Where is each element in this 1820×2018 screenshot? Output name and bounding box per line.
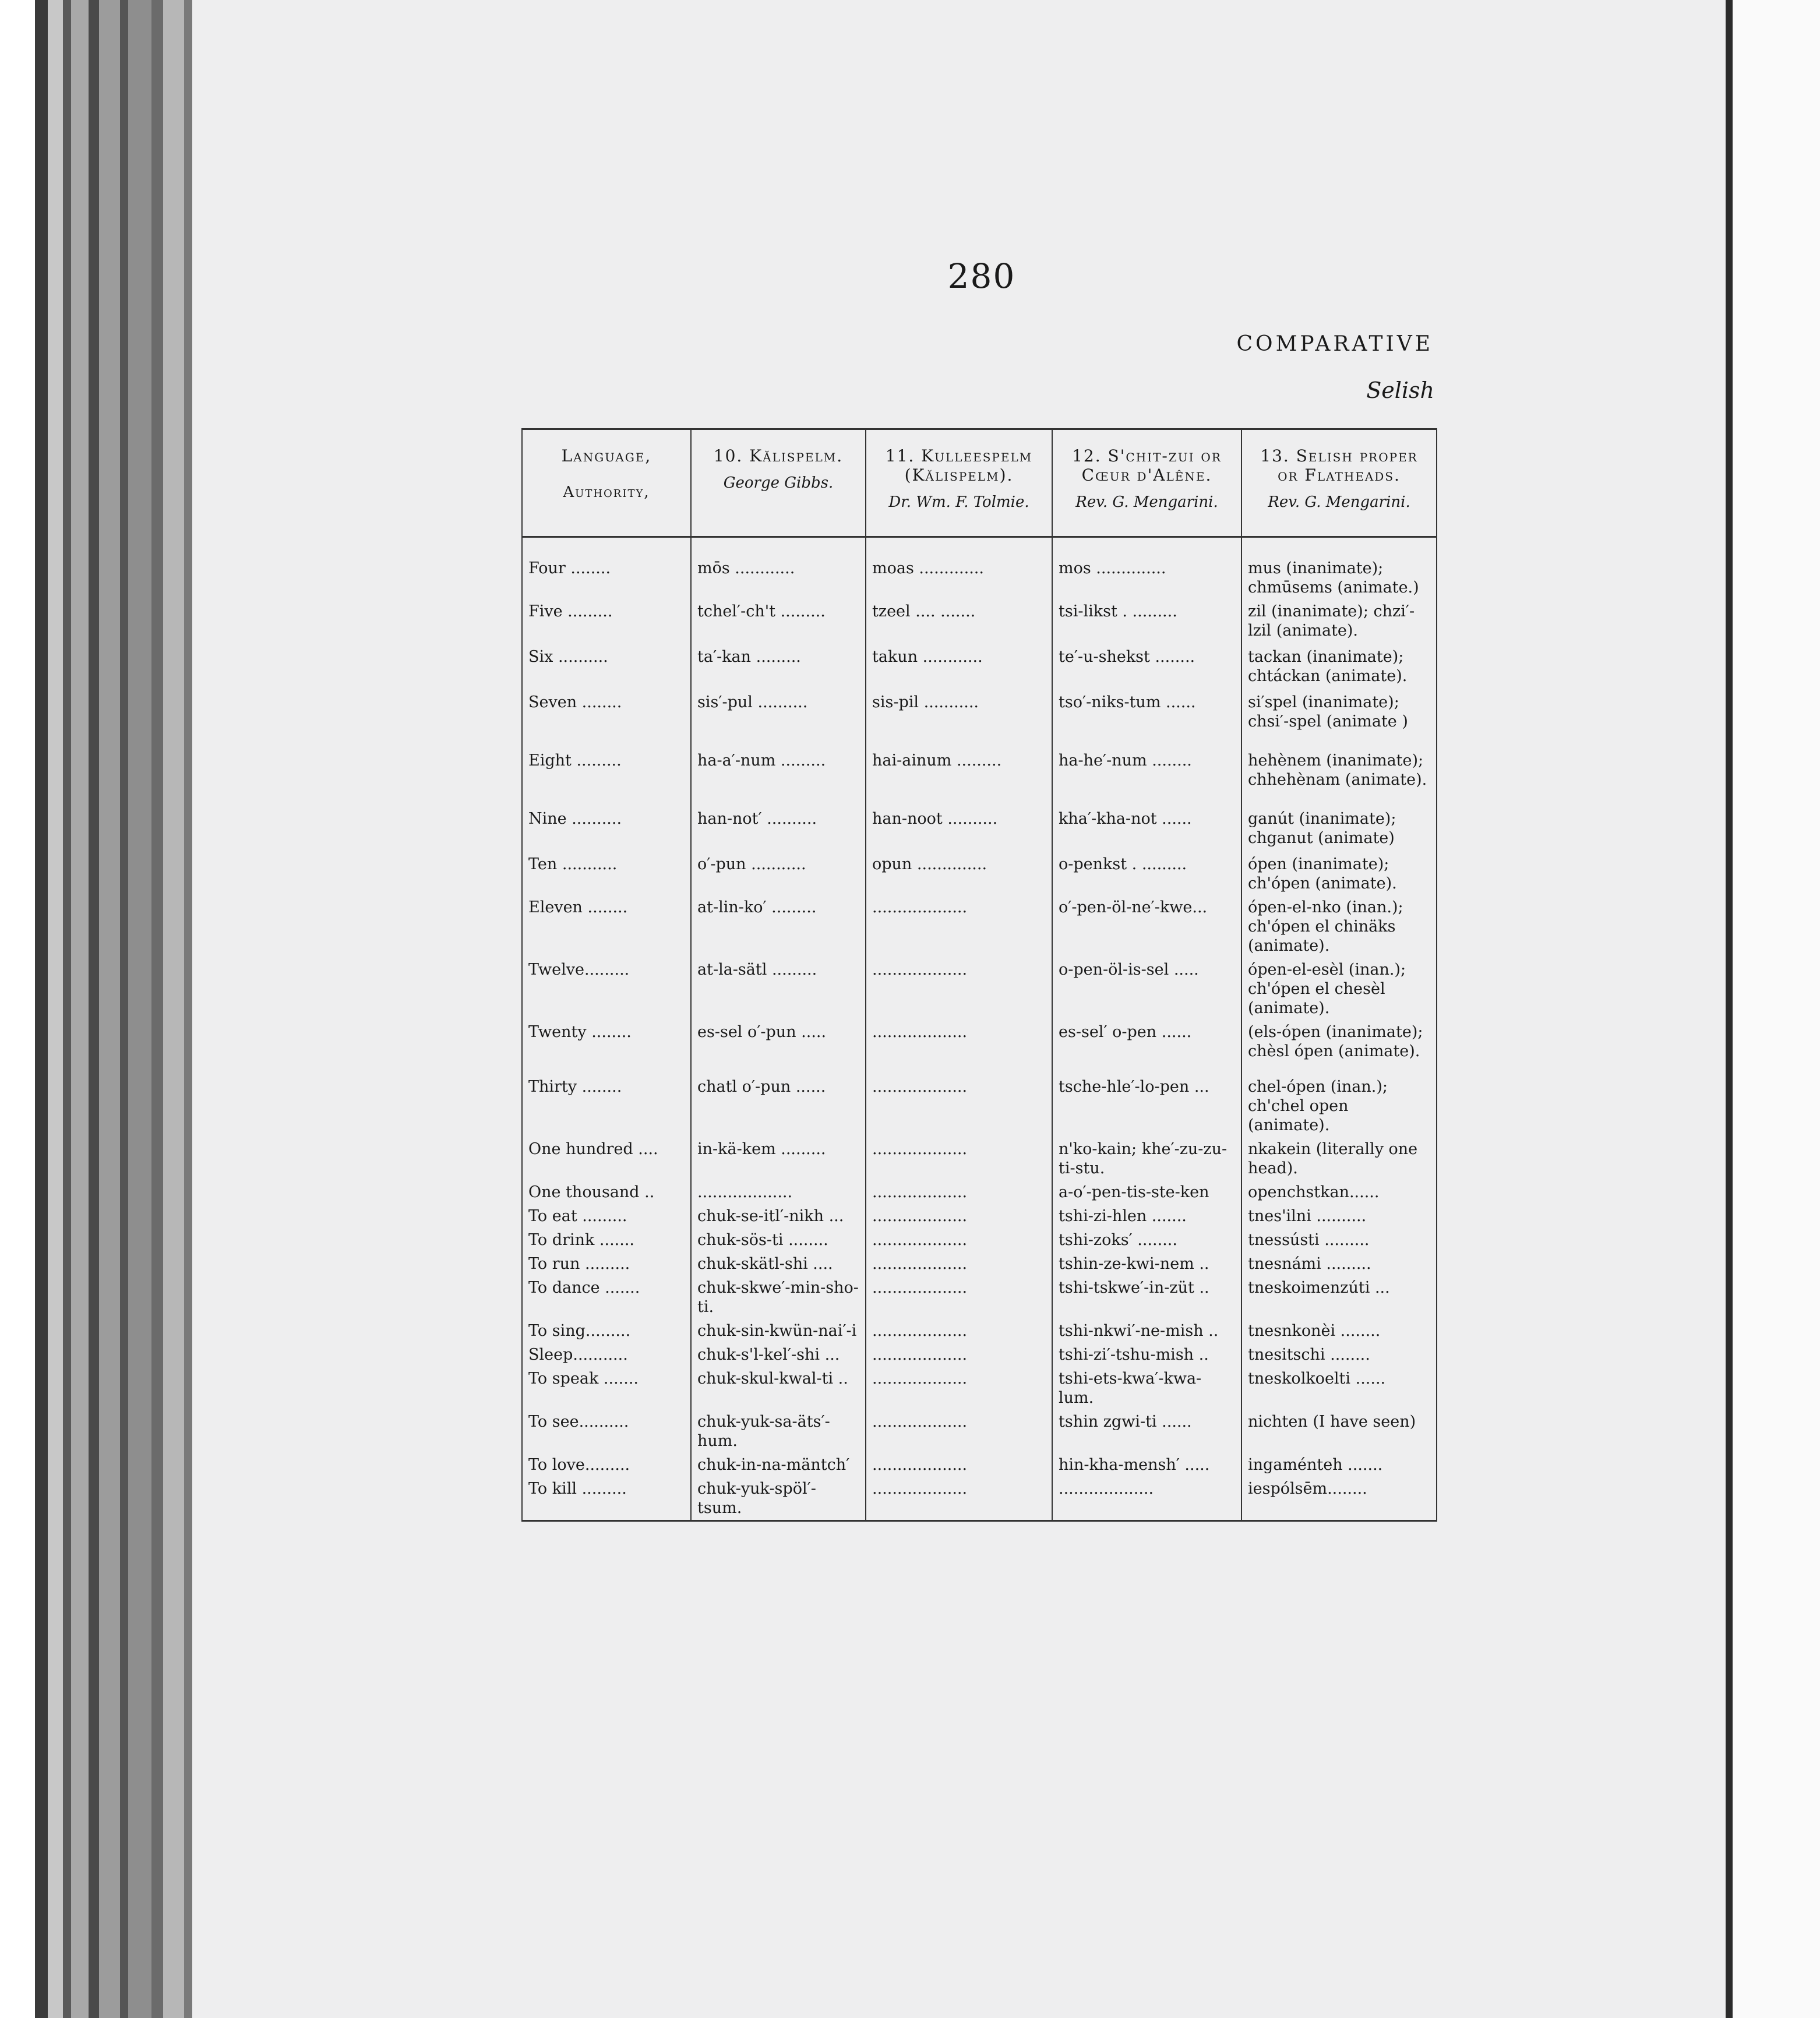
page-edge-strip (184, 0, 192, 2018)
english-word-cell: Eleven ........ (522, 895, 691, 958)
english-word-cell: Twelve......... (522, 958, 691, 1020)
kalispelm-cell: at-la-sätl ......... (691, 958, 866, 1020)
kulleespelm-cell: ................... (866, 1453, 1052, 1477)
kalispelm-cell: mōs ............ (691, 537, 866, 600)
kulleespelm-cell: ................... (866, 1204, 1052, 1228)
header-title: COMPARATIVE (1236, 332, 1433, 356)
flatheads-cell: hehènem (inanimate); chhehènam (animate). (1241, 749, 1437, 807)
flatheads-cell: ópen-el-nko (inan.); ch'ópen el chinäks (animate). (1241, 895, 1437, 958)
table-row (522, 749, 1437, 807)
page-edge-strip (151, 0, 163, 2018)
english-word-cell: To speak ....... (522, 1367, 691, 1410)
table-row (522, 537, 1437, 600)
kalispelm-cell: chuk-s'l-kel′-shi ... (691, 1343, 866, 1367)
english-word-cell: To eat ......... (522, 1204, 691, 1228)
coeur-dalene-cell: tshi-tskwe′-in-züt .. (1052, 1276, 1241, 1319)
flatheads-cell: tnesnkonèi ........ (1241, 1319, 1437, 1343)
header-cell-coeur-dalene (1052, 429, 1241, 537)
kulleespelm-cell: ................... (866, 1410, 1052, 1453)
kulleespelm-cell: opun .............. (866, 852, 1052, 895)
table-row (522, 1410, 1437, 1453)
table-row (522, 1137, 1437, 1180)
english-word-cell: To drink ....... (522, 1228, 691, 1252)
kulleespelm-cell: sis-pil ........... (866, 690, 1052, 749)
kalispelm-cell: chuk-yuk-spöl′-tsum. (691, 1477, 866, 1521)
header-language-label: Language, (561, 446, 652, 465)
flatheads-cell: ópen-el-esèl (inan.); ch'ópen el chesèl (animate). (1241, 958, 1437, 1020)
table-row (522, 1276, 1437, 1319)
flatheads-cell: chel-ópen (inan.); ch'chel open (animate). (1241, 1075, 1437, 1137)
flatheads-cell: tneskoimenzúti ... (1241, 1276, 1437, 1319)
table-row (522, 852, 1437, 895)
coeur-dalene-cell: tshi-zi′-tshu-mish .. (1052, 1343, 1241, 1367)
kalispelm-cell: sis′-pul .......... (691, 690, 866, 749)
coeur-dalene-cell: tso′-niks-tum ...... (1052, 690, 1241, 749)
table-row (522, 1228, 1437, 1252)
kalispelm-cell: in-kä-kem ......... (691, 1137, 866, 1180)
page-right-margin (1733, 0, 1820, 2018)
kulleespelm-cell: ................... (866, 1276, 1052, 1319)
coeur-dalene-cell: o′-pen-öl-ne′-kwe... (1052, 895, 1241, 958)
header-cell-flatheads (1241, 429, 1437, 537)
flatheads-cell: (els-ópen (inanimate); chèsl ópen (animate). (1241, 1020, 1437, 1075)
table-row (522, 1252, 1437, 1276)
table-row (522, 1204, 1437, 1228)
header-authority: Rev. G. Mengarini. (1268, 493, 1410, 511)
english-word-cell: Ten ........... (522, 852, 691, 895)
coeur-dalene-cell: ha-he′-num ........ (1052, 749, 1241, 807)
kulleespelm-cell: takun ............ (866, 645, 1052, 690)
english-word-cell: Six .......... (522, 645, 691, 690)
kulleespelm-cell: ................... (866, 1180, 1052, 1204)
table-row (522, 645, 1437, 690)
english-word-cell: To run ......... (522, 1252, 691, 1276)
header-subtitle: Selish (1366, 378, 1434, 403)
coeur-dalene-cell: tshi-zi-hlen ....... (1052, 1204, 1241, 1228)
coeur-dalene-cell: tshin-ze-kwi-nem .. (1052, 1252, 1241, 1276)
page-edge-strip (48, 0, 63, 2018)
english-word-cell: One thousand .. (522, 1180, 691, 1204)
header-language: 12. S'chit-zui or Cœur d'Alêne. (1072, 446, 1222, 485)
vocabulary-table (521, 428, 1437, 1522)
table-row (522, 1180, 1437, 1204)
coeur-dalene-cell: es-sel′ o-pen ...... (1052, 1020, 1241, 1075)
english-word-cell: Eight ......... (522, 749, 691, 807)
coeur-dalene-cell: tsi-likst . ......... (1052, 599, 1241, 645)
table-row (522, 958, 1437, 1020)
page-edge-strip (35, 0, 48, 2018)
page-right-border (1726, 0, 1733, 2018)
flatheads-cell: tnesitschi ........ (1241, 1343, 1437, 1367)
table-row (522, 1020, 1437, 1075)
table-body (522, 537, 1437, 1521)
page-edge-strip (63, 0, 71, 2018)
page-edge-strip (128, 0, 151, 2018)
kalispelm-cell: chatl o′-pun ...... (691, 1075, 866, 1137)
header-cell-kalispelm (691, 429, 866, 537)
header-language: 11. Kulleespelm (Kălispelm). (885, 446, 1033, 485)
kalispelm-cell: chuk-skul-kwal-ti .. (691, 1367, 866, 1410)
page-edge-strip (71, 0, 89, 2018)
table-row (522, 1453, 1437, 1477)
kulleespelm-cell: ................... (866, 1477, 1052, 1521)
header-authority: Dr. Wm. F. Tolmie. (888, 493, 1029, 511)
coeur-dalene-cell: tshi-zoks′ ........ (1052, 1228, 1241, 1252)
kalispelm-cell: chuk-skwe′-min-sho-ti. (691, 1276, 866, 1319)
header-language: 13. Selish proper or Flatheads. (1260, 446, 1418, 485)
flatheads-cell: ganút (inanimate); chganut (animate) (1241, 807, 1437, 852)
kulleespelm-cell: ................... (866, 1137, 1052, 1180)
flatheads-cell: mus (inanimate); chmūsems (animate.) (1241, 537, 1437, 600)
kalispelm-cell: o′-pun ........... (691, 852, 866, 895)
kulleespelm-cell: moas ............. (866, 537, 1052, 600)
english-word-cell: Thirty ........ (522, 1075, 691, 1137)
book-edge (0, 0, 192, 2018)
kalispelm-cell: chuk-sin-kwün-nai′-i (691, 1319, 866, 1343)
page-edge-strip (120, 0, 128, 2018)
page-edge-strip (99, 0, 120, 2018)
table-row (522, 1343, 1437, 1367)
page-number: 280 (947, 256, 1016, 296)
flatheads-cell: ópen (inanimate); ch'ópen (animate). (1241, 852, 1437, 895)
kalispelm-cell: han-not′ .......... (691, 807, 866, 852)
header-authority: Rev. G. Mengarini. (1075, 493, 1218, 511)
kalispelm-cell: ................... (691, 1180, 866, 1204)
english-word-cell: To love......... (522, 1453, 691, 1477)
header-cell-kulleespelm (866, 429, 1052, 537)
flatheads-cell: tackan (inanimate); chtáckan (animate). (1241, 645, 1437, 690)
flatheads-cell: nkakein (literally one head). (1241, 1137, 1437, 1180)
flatheads-cell: nichten (I have seen) (1241, 1410, 1437, 1453)
header-language: 10. Kălispelm. (713, 446, 844, 465)
kulleespelm-cell: hai-ainum ......... (866, 749, 1052, 807)
english-word-cell: To dance ....... (522, 1276, 691, 1319)
table-row (522, 1075, 1437, 1137)
header-cell-language (522, 429, 691, 537)
english-word-cell: Nine .......... (522, 807, 691, 852)
english-word-cell: To see.......... (522, 1410, 691, 1453)
kalispelm-cell: at-lin-ko′ ......... (691, 895, 866, 958)
kulleespelm-cell: ................... (866, 895, 1052, 958)
header-authority-label: Authority, (563, 484, 650, 501)
coeur-dalene-cell: o-pen-öl-is-sel ..... (1052, 958, 1241, 1020)
kalispelm-cell: chuk-se-itl′-nikh ... (691, 1204, 866, 1228)
flatheads-cell: tneskolkoelti ...... (1241, 1367, 1437, 1410)
english-word-cell: One hundred .... (522, 1137, 691, 1180)
english-word-cell: Sleep........... (522, 1343, 691, 1367)
english-word-cell: Seven ........ (522, 690, 691, 749)
kulleespelm-cell: ................... (866, 1020, 1052, 1075)
kalispelm-cell: chuk-sös-ti ........ (691, 1228, 866, 1252)
coeur-dalene-cell: tshi-nkwi′-ne-mish .. (1052, 1319, 1241, 1343)
flatheads-cell: si′spel (inanimate); chsi′-spel (animate ) (1241, 690, 1437, 749)
coeur-dalene-cell: n'ko-kain; khe′-zu-zu-ti-stu. (1052, 1137, 1241, 1180)
table-row (522, 1477, 1437, 1521)
coeur-dalene-cell: tsche-hle′-lo-pen ... (1052, 1075, 1241, 1137)
table-row (522, 599, 1437, 645)
coeur-dalene-cell: tshin zgwi-ti ...... (1052, 1410, 1241, 1453)
kalispelm-cell: chuk-in-na-mäntch′ (691, 1453, 866, 1477)
coeur-dalene-cell: a-o′-pen-tis-ste-ken (1052, 1180, 1241, 1204)
table-row (522, 690, 1437, 749)
english-word-cell: Five ......... (522, 599, 691, 645)
english-word-cell: To sing......... (522, 1319, 691, 1343)
english-word-cell: Twenty ........ (522, 1020, 691, 1075)
english-word-cell: To kill ......... (522, 1477, 691, 1521)
kulleespelm-cell: ................... (866, 1367, 1052, 1410)
kulleespelm-cell: ................... (866, 958, 1052, 1020)
table-row (522, 807, 1437, 852)
header-authority: George Gibbs. (723, 474, 834, 492)
kulleespelm-cell: ................... (866, 1252, 1052, 1276)
flatheads-cell: openchstkan...... (1241, 1180, 1437, 1204)
coeur-dalene-cell: tshi-ets-kwa′-kwa-lum. (1052, 1367, 1241, 1410)
kulleespelm-cell: tzeel .... ....... (866, 599, 1052, 645)
flatheads-cell: tnes'ilni .......... (1241, 1204, 1437, 1228)
kalispelm-cell: ha-a′-num ......... (691, 749, 866, 807)
table-header-row (522, 429, 1437, 537)
flatheads-cell: zil (inanimate); chzi′-lzil (animate). (1241, 599, 1437, 645)
kulleespelm-cell: han-noot .......... (866, 807, 1052, 852)
kalispelm-cell: chuk-yuk-sa-äts′-hum. (691, 1410, 866, 1453)
coeur-dalene-cell: kha′-kha-not ...... (1052, 807, 1241, 852)
table-row (522, 895, 1437, 958)
kalispelm-cell: chuk-skätl-shi .... (691, 1252, 866, 1276)
table-row (522, 1367, 1437, 1410)
flatheads-cell: ingaménteh ....... (1241, 1453, 1437, 1477)
table-row (522, 1319, 1437, 1343)
kulleespelm-cell: ................... (866, 1075, 1052, 1137)
flatheads-cell: iespólsēm........ (1241, 1477, 1437, 1521)
kulleespelm-cell: ................... (866, 1343, 1052, 1367)
english-word-cell: Four ........ (522, 537, 691, 600)
coeur-dalene-cell: mos .............. (1052, 537, 1241, 600)
coeur-dalene-cell: o-penkst . ......... (1052, 852, 1241, 895)
kulleespelm-cell: ................... (866, 1228, 1052, 1252)
page-edge-strip (89, 0, 99, 2018)
coeur-dalene-cell: ................... (1052, 1477, 1241, 1521)
flatheads-cell: tnesnámi ......... (1241, 1252, 1437, 1276)
coeur-dalene-cell: te′-u-shekst ........ (1052, 645, 1241, 690)
kalispelm-cell: ta′-kan ......... (691, 645, 866, 690)
kalispelm-cell: tchel′-ch't ......... (691, 599, 866, 645)
kulleespelm-cell: ................... (866, 1319, 1052, 1343)
coeur-dalene-cell: hin-kha-mensh′ ..... (1052, 1453, 1241, 1477)
page-edge-strip (163, 0, 184, 2018)
kalispelm-cell: es-sel o′-pun ..... (691, 1020, 866, 1075)
flatheads-cell: tnessústi ......... (1241, 1228, 1437, 1252)
